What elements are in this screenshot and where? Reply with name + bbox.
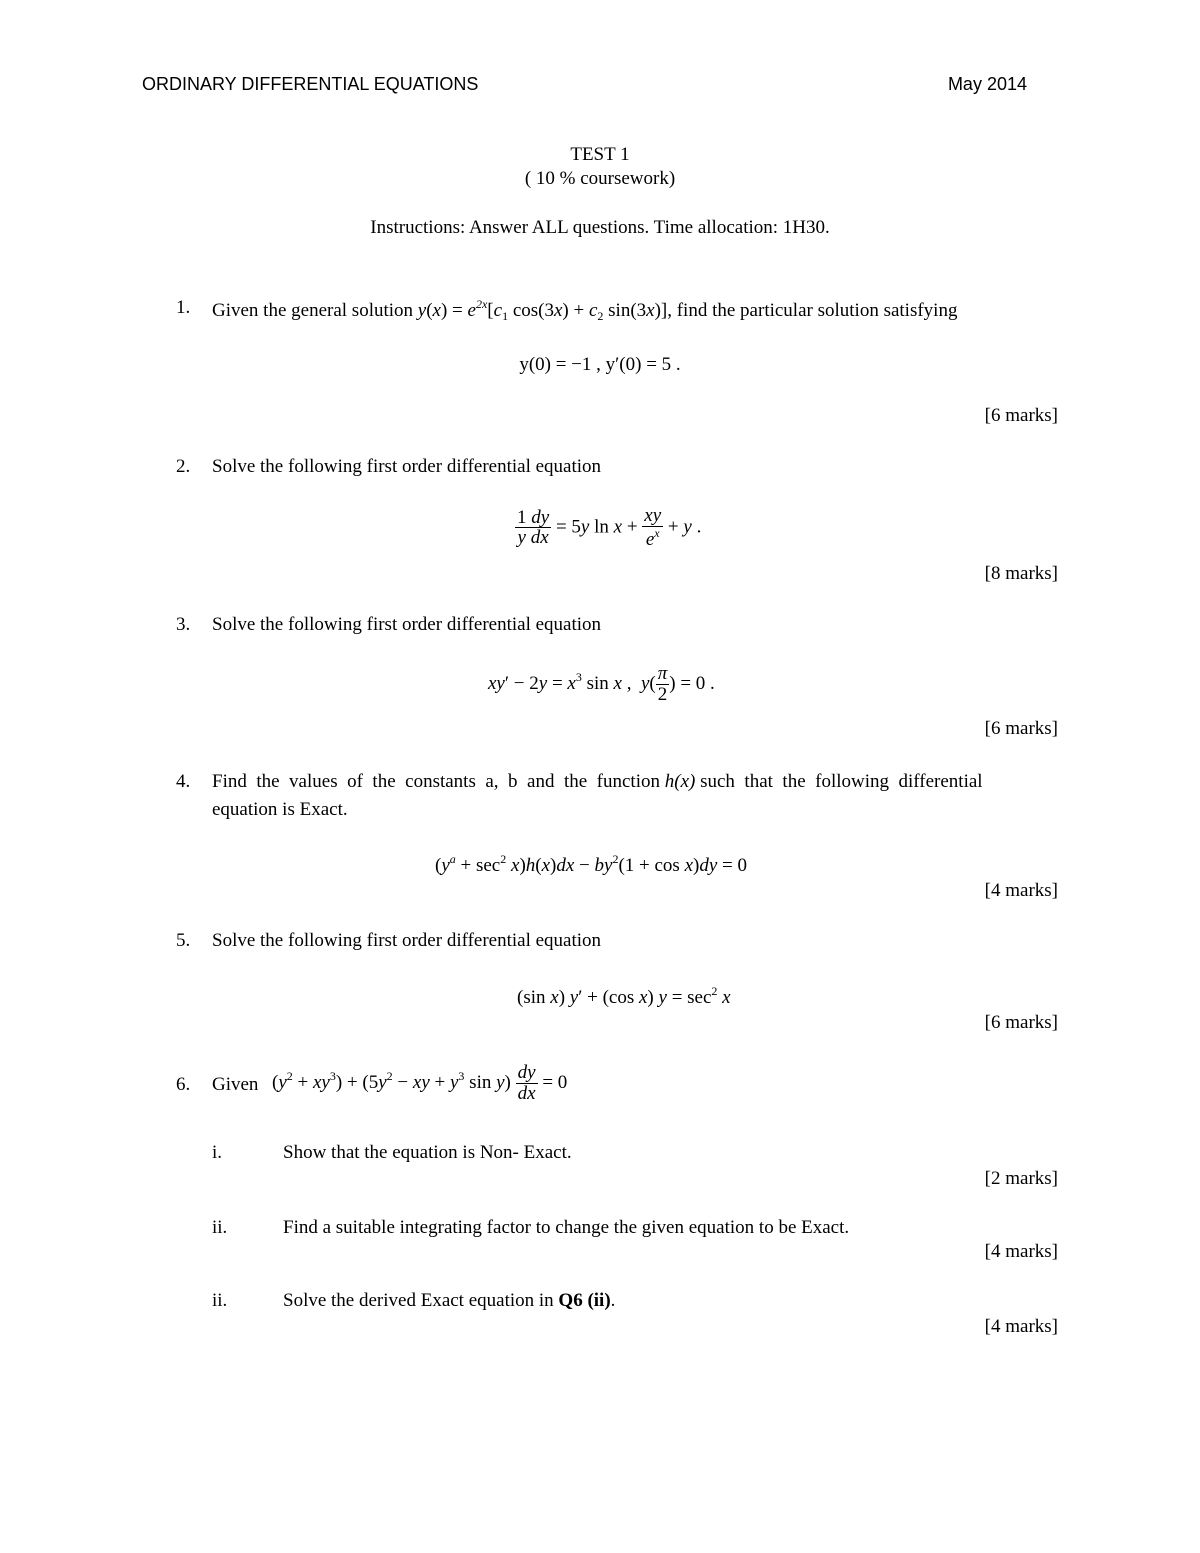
question-4-equation: $(y^a + \sec^2 x)h(x)dx - by^2(1 + \cos x)dy = 0$ — [435, 852, 747, 876]
question-2-number: 2. — [176, 456, 191, 477]
coursework-weight: ( 10 % coursework) — [524, 168, 676, 189]
instructions: Instructions: Answer ALL questions. Time allocation: 1H30. — [370, 217, 830, 238]
course-header: ORDINARY DIFFERENTIAL EQUATIONS — [142, 74, 479, 94]
question-1-text-after: , find the particular solution satisfying — [667, 300, 958, 321]
question-1-text — [212, 297, 957, 324]
question-4-marks: [4 marks] — [984, 880, 1058, 901]
part-iii-label: ii. — [212, 1290, 228, 1311]
part-i-label: i. — [212, 1142, 223, 1163]
question-1-equation: $y(x) = e^{2x}[c_1$ $\cos(3x) + c_2$ sin(3x)] — [417, 297, 668, 323]
date-header: May 2014 — [947, 74, 1027, 94]
part-iii-reference: Q6 (ii) — [558, 1290, 611, 1311]
part-i-text: Show that the equation is Non- Exact. — [283, 1142, 572, 1163]
part-ii-label: ii. — [212, 1217, 228, 1238]
question-1-text-before: Given the general solution — [212, 300, 414, 321]
test-title: TEST 1 — [570, 144, 630, 165]
question-1-marks: [6 marks] — [984, 405, 1058, 426]
question-2-equation: $\frac{1 dy}{\text{y dx}}$ = 5y ln x + $\frac{xy}{e^x}$ + y . — [517, 505, 702, 550]
question-5-number: 5. — [176, 930, 191, 951]
question-4-text-before: Find the values of the constants a, b and the function — [212, 771, 660, 792]
question-1-conditions: y(0) = −1 , y′(0) = 5 . — [519, 354, 681, 375]
question-5-equation: (sin x) y′ + (cos x) $y = \sec^2 x$ — [517, 984, 731, 1008]
part-iii-text-after: . — [610, 1290, 616, 1311]
question-6-number: 6. — [176, 1074, 191, 1095]
part-iii-text — [283, 1290, 615, 1312]
question-2-marks: [8 marks] — [984, 563, 1058, 584]
question-5-marks: [6 marks] — [984, 1012, 1058, 1033]
question-6-text: Given — [212, 1074, 259, 1095]
part-ii-text: Find a suitable integrating factor to change the given equation to be Exact. — [283, 1217, 850, 1238]
question-4-function: h(x) — [664, 771, 696, 792]
question-3-marks: [6 marks] — [984, 718, 1058, 739]
question-4-text-after: such that the following differential — [700, 771, 983, 792]
question-4-text-line2: equation is Exact. — [212, 799, 348, 820]
question-1-number: 1. — [176, 297, 191, 318]
question-4-text-line1 — [212, 771, 983, 793]
question-5-text: Solve the following first order differential equation — [212, 930, 602, 951]
part-iii-text-before: Solve the derived Exact equation in — [283, 1290, 554, 1311]
question-3-text: Solve the following first order differential equation — [212, 614, 602, 635]
question-4-number: 4. — [176, 771, 191, 792]
question-3-equation: $xy' - 2y = x^3$ sin x , y( $\frac{\pi}{2}$ ) = 0 . — [488, 663, 715, 705]
part-i-marks: [2 marks] — [984, 1168, 1058, 1189]
question-6-equation: $(y^2 + xy^3) + (5y^2$ − xy + $y^3$ sin y) $\frac{dy}{dx}$ = 0 — [272, 1062, 568, 1104]
part-ii-marks: [4 marks] — [984, 1241, 1058, 1262]
question-3-number: 3. — [176, 614, 191, 635]
part-iii-marks: [4 marks] — [984, 1316, 1058, 1337]
question-2-text: Solve the following first order differential equation — [212, 456, 602, 477]
